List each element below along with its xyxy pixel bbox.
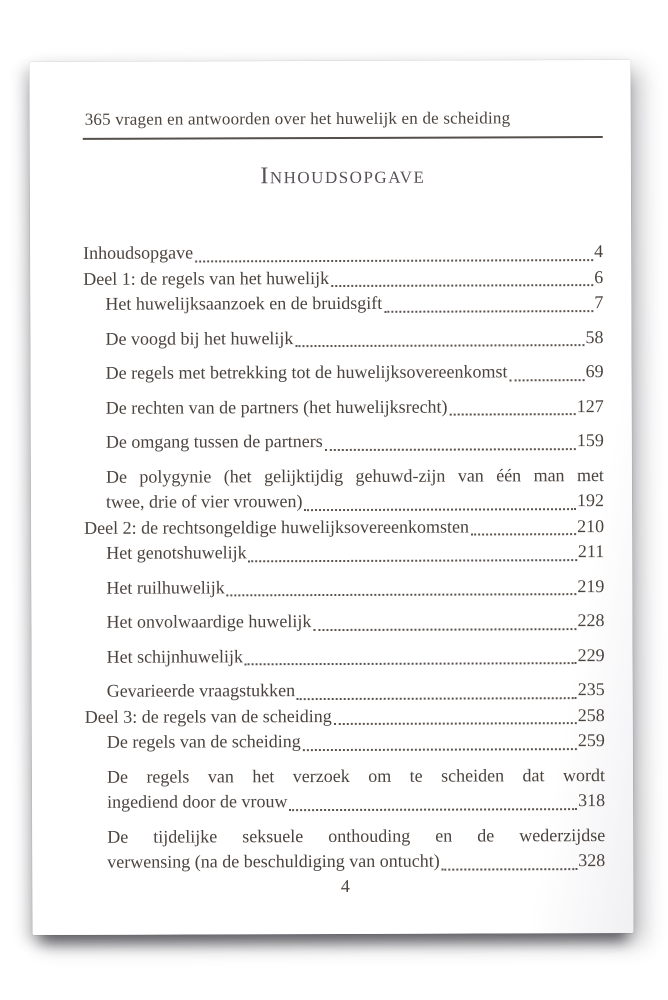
toc-entry-page: 259 xyxy=(577,730,605,751)
toc-entry-row xyxy=(106,608,604,635)
toc-entry xyxy=(84,359,604,386)
toc-entry-page: 6 xyxy=(594,266,604,287)
toc-leader-dots xyxy=(325,448,576,451)
toc-entry-page: 235 xyxy=(577,679,605,700)
toc-entry-label: De regels van de scheiding xyxy=(106,731,301,752)
toc-entry-label: twee, drie of vier vrouwen) xyxy=(105,491,303,512)
book-page xyxy=(29,60,633,935)
toc-entry xyxy=(84,539,604,566)
running-header: 365 vragen en antwoorden over het huwelijk en de scheiding xyxy=(83,108,603,140)
page-content xyxy=(83,108,606,935)
toc-leader-dots xyxy=(334,722,577,725)
toc-entry xyxy=(85,643,605,670)
toc-entry-row xyxy=(84,514,604,541)
toc-entry xyxy=(84,574,604,601)
toc-entry-row xyxy=(107,677,605,704)
toc-entry-label: Gevarieerde vraagstukken xyxy=(106,680,296,701)
toc-entry xyxy=(85,728,605,755)
toc-entry-row xyxy=(107,728,605,755)
toc-entry-row xyxy=(83,265,603,292)
toc-entry-label: Het huwelijksaanzoek en de bruidsgift xyxy=(105,292,383,314)
toc-entry-page: 328 xyxy=(578,850,606,871)
toc-entry xyxy=(83,325,603,352)
toc-entry-label: De regels met betrekking tot de huwelijksovereenkomst xyxy=(105,361,508,383)
toc-entry-label: Het genotshuwelijk xyxy=(106,542,247,563)
toc-entry-row xyxy=(107,848,605,875)
toc-entry-page: 210 xyxy=(577,515,605,536)
toc-entry xyxy=(85,763,605,816)
toc-entry xyxy=(84,394,604,421)
toc-entry-page: 229 xyxy=(577,644,605,665)
folio-page-number: 4 xyxy=(340,875,350,896)
toc-entry-page: 258 xyxy=(577,704,605,725)
toc-entry xyxy=(85,677,605,704)
toc-leader-dots xyxy=(450,413,576,415)
toc-leader-dots xyxy=(295,344,584,347)
toc-entry-line1: De polygynie (het gelijktijdig gehuwd-zijn van één man met xyxy=(105,464,604,487)
toc-entry xyxy=(83,239,603,266)
toc-leader-dots xyxy=(303,748,577,751)
toc-leader-dots xyxy=(304,508,576,511)
toc-entry-label: Inhoudsopgave xyxy=(83,242,194,263)
toc-leader-dots xyxy=(297,697,577,700)
toc-entry-label: ingediend door de vrouw xyxy=(107,791,288,812)
toc-entry-row xyxy=(106,359,604,386)
toc-entry-page: 318 xyxy=(578,790,606,811)
toc-entry-page: 7 xyxy=(594,292,604,313)
toc-entry xyxy=(84,608,604,635)
toc-entry-label: Deel 2: de rechtsongeldige huwelijksovereenkomsten xyxy=(84,516,470,538)
toc-entry xyxy=(85,823,605,876)
toc-entry xyxy=(84,463,604,516)
toc-entry-label: De voogd bij het huwelijk xyxy=(105,327,294,349)
toc-entry-line1: De tijdelijke seksuele onthouding en de wederzijdse xyxy=(107,824,606,847)
toc-entry-page: 192 xyxy=(576,490,605,511)
toc-leader-dots xyxy=(442,868,578,870)
toc-entry-label: De rechten van de partners (het huwelijksrecht) xyxy=(105,396,448,418)
toc-entry xyxy=(85,703,605,730)
toc-entry-row xyxy=(85,703,605,730)
toc-entry xyxy=(84,428,604,455)
toc-leader-dots xyxy=(249,559,577,562)
toc-entry-label: verwensing (na de beschuldiging van ontucht) xyxy=(107,850,440,872)
toc-entry-row xyxy=(83,239,603,266)
page-title: Inhoudsopgave xyxy=(260,162,426,190)
toc-entry xyxy=(83,290,603,317)
toc-entry-label: Het schijnhuwelijk xyxy=(106,645,244,667)
toc-list xyxy=(83,239,605,875)
toc-entry-row xyxy=(107,788,605,815)
toc-entry-row xyxy=(106,394,604,421)
toc-entry-row xyxy=(105,325,603,352)
toc-leader-dots xyxy=(384,310,593,313)
toc-entry-page: 4 xyxy=(594,241,604,262)
toc-leader-dots xyxy=(290,808,578,811)
toc-entry-row xyxy=(106,574,604,601)
toc-entry-label: De omgang tussen de partners xyxy=(105,431,323,452)
toc-entry-label: Deel 1: de regels van het huwelijk xyxy=(83,267,330,289)
toc-leader-dots xyxy=(245,662,577,665)
toc-entry-page: 159 xyxy=(576,430,604,451)
toc-entry-row xyxy=(105,290,603,317)
toc-entry-line1: De regels van het verzoek om te scheiden dat wordt xyxy=(106,764,606,787)
toc-leader-dots xyxy=(195,259,593,262)
toc-entry-label: Het onvolwaardige huwelijk xyxy=(106,611,312,632)
toc-entry-label: Het ruilhuwelijk xyxy=(106,576,225,598)
toc-entry-row xyxy=(106,539,604,566)
toc-leader-dots xyxy=(331,284,593,287)
toc-entry-page: 211 xyxy=(577,541,605,562)
toc-leader-dots xyxy=(471,533,576,535)
toc-leader-dots xyxy=(227,593,577,596)
toc-leader-dots xyxy=(509,379,584,381)
toc-leader-dots xyxy=(313,628,576,631)
toc-entry xyxy=(83,265,603,292)
toc-entry xyxy=(84,514,604,541)
toc-entry-label: Deel 3: de regels van de scheiding xyxy=(84,705,332,727)
toc-entry-page: 127 xyxy=(576,395,604,416)
toc-entry-row xyxy=(106,488,604,515)
toc-entry-row xyxy=(107,643,605,670)
toc-entry-page: 58 xyxy=(585,326,604,347)
toc-entry-page: 69 xyxy=(585,361,604,382)
toc-entry-row xyxy=(106,428,604,455)
toc-entry-page: 219 xyxy=(577,575,605,596)
toc-entry-page: 228 xyxy=(577,610,605,631)
